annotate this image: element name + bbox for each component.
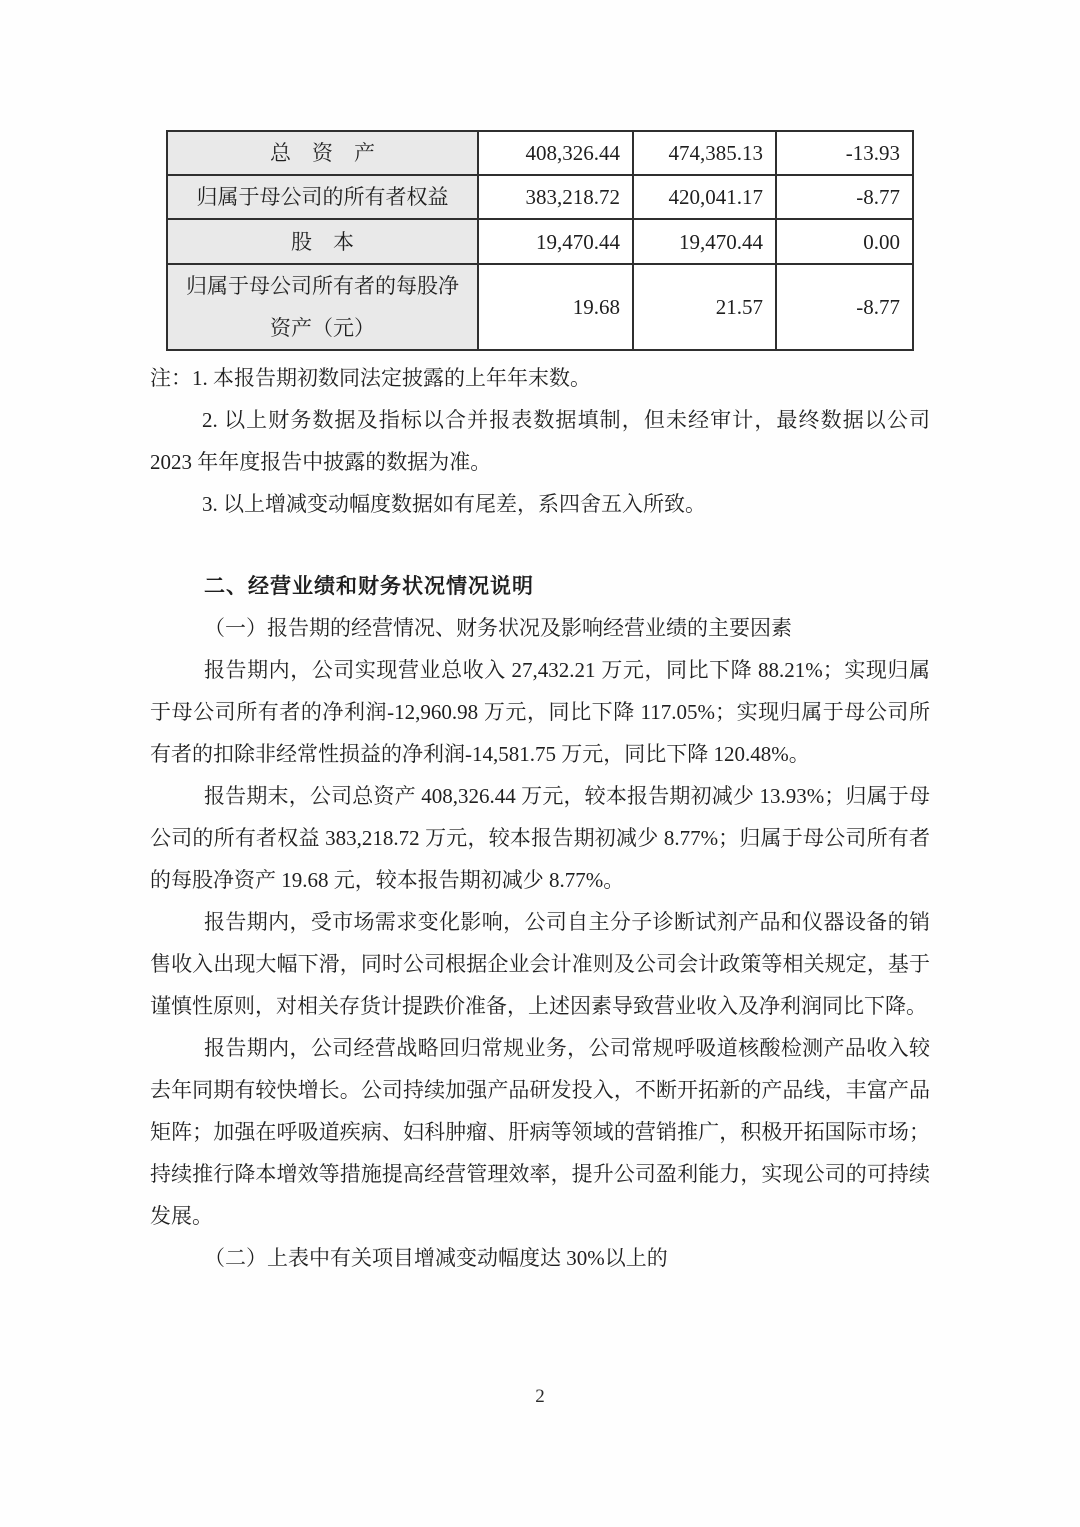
row-label-share-capital: 股 本 xyxy=(167,219,478,264)
note-line: 2. 以上财务数据及指标以合并报表数据填制，但未经审计，最终数据以公司 2023 年年度报告中披露的数据为准。 xyxy=(150,408,930,474)
row-label-parent-equity: 归属于母公司的所有者权益 xyxy=(167,175,478,219)
note-line: 注：1. 本报告期初数同法定披露的上年年末数。 xyxy=(150,366,591,390)
body-paragraph: 报告期内，受市场需求变化影响，公司自主分子诊断试剂产品和仪器设备的销售收入出现大幅下滑，同时公司根据企业会计准则及公司会计政策等相关规定，基于谨慎性原则，对相关存货计提跌价准备，上述因素导致营业收入及净利润同比下降。 xyxy=(150,910,930,1018)
page-content xyxy=(150,130,930,1279)
body-paragraph: 报告期末，公司总资产 408,326.44 万元，较本报告期初减少 13.93%；归属于母公司的所有者权益 383,218.72 万元，较本报告期初减少 8.77%；归属于母公司所有者的每股净资产 19.68 元，较本报告期初减少 8.77%。 xyxy=(150,784,930,892)
value-prior: 474,385.13 xyxy=(633,131,776,175)
value-prior: 420,041.17 xyxy=(633,175,776,219)
note-line: 3. 以上增减变动幅度数据如有尾差，系四舍五入所致。 xyxy=(202,492,706,516)
value-change-pct: -13.93 xyxy=(776,131,913,175)
value-change-pct: -8.77 xyxy=(776,264,913,350)
row-label-net-assets-per-share: 归属于母公司所有者的每股净资产（元） xyxy=(167,264,478,350)
value-current: 383,218.72 xyxy=(478,175,633,219)
row-label-total-assets: 总 资 产 xyxy=(167,131,478,175)
subsection-heading-1: （一）报告期的经营情况、财务状况及影响经营业绩的主要因素 xyxy=(204,616,792,640)
value-change-pct: 0.00 xyxy=(776,219,913,264)
value-prior: 19,470.44 xyxy=(633,219,776,264)
subsection-heading-2: （二）上表中有关项目增减变动幅度达 30%以上的 xyxy=(204,1246,668,1270)
table-row xyxy=(167,219,913,264)
value-prior: 21.57 xyxy=(633,264,776,350)
value-current: 408,326.44 xyxy=(478,131,633,175)
value-current: 19.68 xyxy=(478,264,633,350)
page-number: 2 xyxy=(535,1386,545,1407)
body-paragraph: 报告期内，公司实现营业总收入 27,432.21 万元，同比下降 88.21%；实现归属于母公司所有者的净利润-12,960.98 万元，同比下降 117.05%；实现归属于母公司所有者的扣除非经常性损益的净利润-14,581.75 万元，同比下降 120.48%。 xyxy=(150,658,930,766)
table-row xyxy=(167,131,913,175)
value-change-pct: -8.77 xyxy=(776,175,913,219)
table-row xyxy=(167,175,913,219)
table-row xyxy=(167,264,913,350)
value-current: 19,470.44 xyxy=(478,219,633,264)
section-heading: 二、经营业绩和财务状况情况说明 xyxy=(204,574,534,598)
financial-summary-table xyxy=(166,130,914,351)
table-notes xyxy=(150,357,930,525)
body-paragraph: 报告期内，公司经营战略回归常规业务，公司常规呼吸道核酸检测产品收入较去年同期有较快增长。公司持续加强产品研发投入，不断开拓新的产品线，丰富产品矩阵；加强在呼吸道疾病、妇科肿瘤、肝病等领域的营销推广，积极开拓国际市场；持续推行降本增效等措施提高经营管理效率，提升公司盈利能力，实现公司的可持续发展。 xyxy=(150,1036,930,1228)
